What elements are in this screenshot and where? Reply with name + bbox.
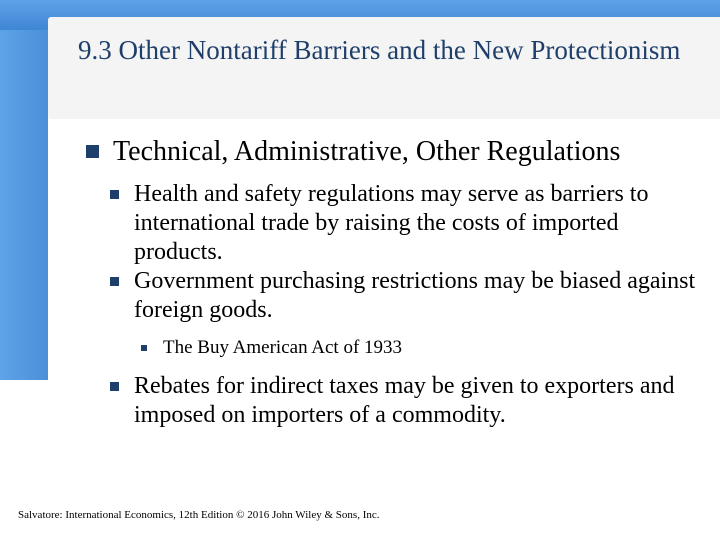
list-item-text: Health and safety regulations may serve as barriers to international trade by raising the costs of imported products. [134,181,649,265]
slide-footer: Salvatore: International Economics, 12th Edition © 2016 John Wiley & Sons, Inc. [18,509,380,521]
sub-list-item-text: The Buy American Act of 1933 [163,337,403,358]
square-bullet-icon [141,345,147,351]
list-item-text: Government purchasing restrictions may be biased against foreign goods. [134,268,696,323]
list-item-text: Rebates for indirect taxes may be given to exporters and imposed on importers of a commodity. [134,373,675,428]
square-bullet-icon [110,190,119,199]
main-bullet-text: Technical, Administrative, Other Regulations [113,136,621,167]
list-item [110,180,710,267]
sub-list-item [141,336,402,360]
slide-title: 9.3 Other Nontariff Barriers and the New Protectionism [78,35,681,65]
list-item [110,267,710,325]
square-bullet-icon [86,145,99,158]
list-item [110,372,710,430]
square-bullet-icon [110,382,119,391]
bullet-list-2 [110,372,710,430]
square-bullet-icon [110,277,119,286]
main-bullet [86,137,620,167]
left-accent-bar [0,30,48,380]
title-panel [48,17,720,119]
bullet-list [110,180,710,325]
